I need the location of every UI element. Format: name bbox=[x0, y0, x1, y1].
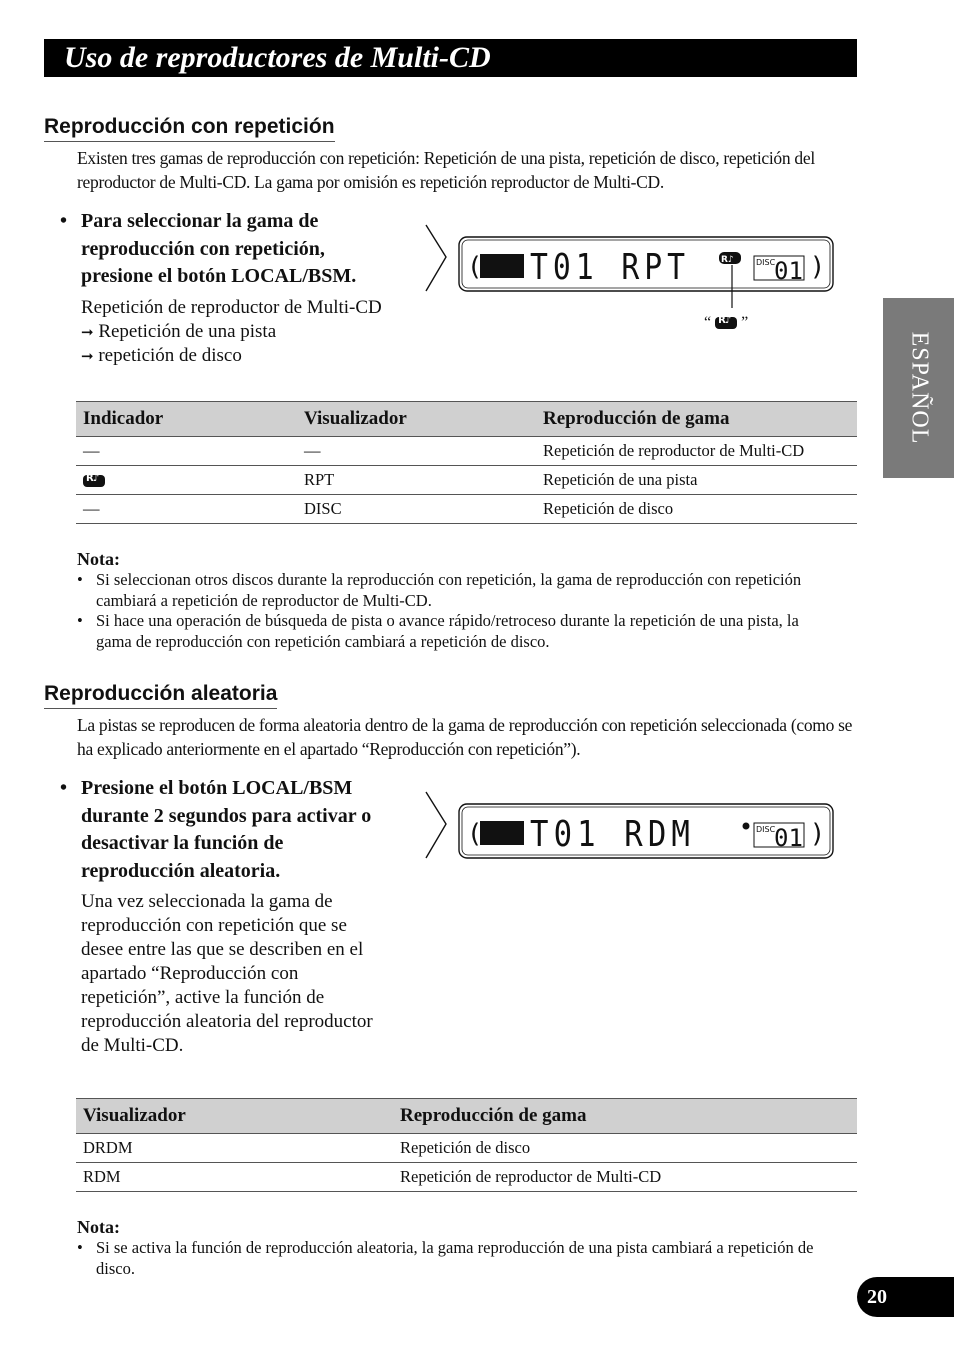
repeat-indicator-icon bbox=[715, 317, 737, 329]
random-intro: La pistas se reproducen de forma aleatoria dentro de la gama de reproducción con repetición seleccionada (como se ha explicado anteriormente en el apartado “Reproducción con repetición”). bbox=[77, 715, 853, 759]
table-row bbox=[76, 495, 857, 524]
random-table bbox=[76, 1098, 857, 1192]
section-heading-random: Reproducción aleatoria bbox=[44, 681, 277, 709]
repeat-notes bbox=[77, 570, 822, 652]
table-header-row bbox=[76, 402, 857, 437]
sequence-step-3: repetición de disco bbox=[98, 345, 242, 366]
lcd-segment-text: T01 RDM bbox=[530, 814, 695, 855]
svg-text:): ) bbox=[812, 252, 823, 282]
repeat-instruction bbox=[60, 208, 390, 291]
random-notes bbox=[77, 1238, 822, 1279]
lcd-display-repeat bbox=[422, 223, 842, 343]
table-cell bbox=[76, 466, 297, 495]
page-header bbox=[44, 39, 857, 77]
caption-quote-open: “ bbox=[704, 314, 712, 331]
bullet-icon: • bbox=[60, 210, 68, 232]
table-cell: Repetición de reproductor de Multi-CD bbox=[393, 1163, 857, 1192]
svg-text:R♪: R♪ bbox=[721, 255, 734, 265]
table-cell: Repetición de una pista bbox=[536, 466, 857, 495]
disc-number: 01 bbox=[774, 824, 803, 852]
step-marker-icon bbox=[426, 225, 446, 291]
sequence-step-2: Repetición de una pista bbox=[98, 321, 277, 342]
repeat-sequence bbox=[81, 296, 391, 368]
page-number-badge bbox=[857, 1277, 954, 1317]
step-marker-icon bbox=[426, 792, 446, 858]
table-cell: — bbox=[76, 495, 297, 524]
table-cell: Repetición de disco bbox=[393, 1134, 857, 1163]
repeat-indicator-icon bbox=[83, 475, 105, 487]
table-header-row bbox=[76, 1099, 857, 1134]
tuner-badge-icon bbox=[480, 254, 524, 278]
column-header: Visualizador bbox=[76, 1099, 393, 1134]
lcd-display-graphic bbox=[422, 223, 842, 343]
caption-quote-close: ” bbox=[741, 314, 749, 331]
column-header: Indicador bbox=[76, 402, 297, 437]
sequence-step-1: Repetición de reproductor de Multi-CD bbox=[81, 297, 382, 318]
disc-number: 01 bbox=[774, 257, 803, 285]
lcd-display-graphic bbox=[422, 790, 842, 862]
table-cell: DRDM bbox=[76, 1134, 393, 1163]
language-tab bbox=[883, 298, 954, 478]
table-row bbox=[76, 437, 857, 466]
repeat-table bbox=[76, 401, 857, 524]
column-header: Reproducción de gama bbox=[393, 1099, 857, 1134]
disc-label: DISC bbox=[756, 258, 776, 267]
table-cell: — bbox=[76, 437, 297, 466]
table-cell: — bbox=[297, 437, 536, 466]
table-cell: Repetición de disco bbox=[536, 495, 857, 524]
language-tab-label: ESPAÑOL bbox=[906, 331, 932, 445]
table-row bbox=[76, 466, 857, 495]
tuner-badge-icon bbox=[480, 821, 524, 845]
column-header: Visualizador bbox=[297, 402, 536, 437]
note-title: Nota: bbox=[77, 549, 120, 569]
column-header: Reproducción de gama bbox=[536, 402, 857, 437]
random-instruction bbox=[60, 775, 390, 885]
table-cell: RDM bbox=[76, 1163, 393, 1192]
lcd-segment-text: T01 RPT bbox=[530, 247, 690, 288]
disc-label: DISC bbox=[756, 825, 776, 834]
arrow-right-icon: ➞ bbox=[81, 323, 94, 341]
arrow-right-icon: ➞ bbox=[81, 347, 94, 365]
svg-text:(: ( bbox=[470, 819, 481, 849]
repeat-intro: Existen tres gamas de reproducción con repetición: Repetición de una pista, repetición de disco, repetición del reproductor de Multi-CD. La gama por omisión es repetición reproductor de Multi-CD. bbox=[77, 148, 815, 192]
table-cell: RPT bbox=[297, 466, 536, 495]
note-item: • Si se activa la función de reproducción aleatoria, la gama reproducción de una pista cambiará a repetición de disco. bbox=[77, 1238, 822, 1279]
table-row bbox=[76, 1163, 857, 1192]
note-title: Nota: bbox=[77, 1217, 120, 1237]
table-cell: DISC bbox=[297, 495, 536, 524]
note-item: • Si hace una operación de búsqueda de pista o avance rápido/retroceso durante la repetición de una pista, la gama de reproducción con repetición cambiará a repetición de disco. bbox=[77, 611, 822, 652]
random-instruction-text: Presione el botón LOCAL/BSM durante 2 segundos para activar o desactivar la función de reproducción aleatoria. bbox=[81, 777, 372, 882]
page-number: 20 bbox=[867, 1286, 887, 1308]
table-row bbox=[76, 1134, 857, 1163]
note-item: • Si seleccionan otros discos durante la reproducción con repetición, la gama de reproducción con repetición cambiará a repetición de reproductor de Multi-CD. bbox=[77, 570, 822, 611]
svg-text:(: ( bbox=[470, 252, 481, 282]
section-heading-repeat: Reproducción con repetición bbox=[44, 114, 335, 142]
table-cell: Repetición de reproductor de Multi-CD bbox=[536, 437, 857, 466]
lcd-display-random bbox=[422, 790, 842, 862]
repeat-instruction-text: Para seleccionar la gama de reproducción con repetición, presione el botón LOCAL/BSM. bbox=[81, 210, 357, 287]
svg-text:): ) bbox=[812, 819, 823, 849]
repeat-indicator-caption bbox=[704, 314, 748, 332]
random-indicator-icon bbox=[743, 823, 750, 830]
random-body: Una vez seleccionada la gama de reproducción con repetición que se desee entre las que se describen en el apartado “Reproducción con repetición”, active la función de reproducción aleatoria del reproductor de Multi-CD. bbox=[81, 891, 373, 1056]
page-title: Uso de reproductores de Multi-CD bbox=[64, 41, 491, 74]
bullet-icon: • bbox=[60, 777, 68, 799]
